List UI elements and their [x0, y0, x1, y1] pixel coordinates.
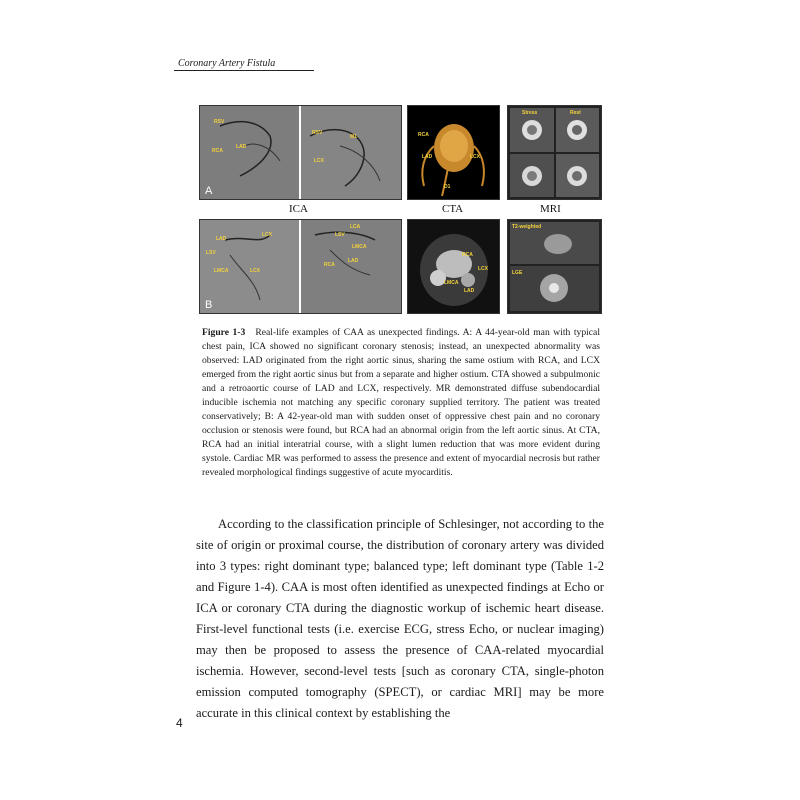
tag-lad: LAD: [464, 288, 475, 294]
tag-rca: RCA: [324, 262, 335, 268]
tag-lad: LAD: [422, 154, 433, 160]
tag-m1: M1: [350, 134, 357, 140]
tag-lmca: LMCA: [214, 268, 229, 274]
body-paragraph: According to the classification principle of Schlesinger, not according to the site of origin or proximal course, the distribution of coronary artery was divided into 3 types: right dominant type; balanced type; left dominant type (Table 1-2 and Figure 1-4). CAA is most often identified as unexpected findings at Echo or ICA or coronary CTA during the diagnostic workup of ischemic heart disease. First-level functional tests (i.e. exercise ECG, stress Echo, or nuclear imaging) may then be proposed to assess the presence of CAA-related myocardial ischemia. However, second-level tests [such as coronary CTA, single-photon emission computed tomography (SPECT), or cardiac MRI] may be more accurate in this clinical context by establishing the: [196, 517, 604, 720]
tag-rsv: RSV: [312, 130, 323, 136]
panel-letter-a: A: [205, 185, 213, 197]
panel-letter-b: B: [205, 299, 213, 311]
tag-lge: LGE: [512, 270, 523, 276]
tag-lmca: LMCA: [444, 280, 459, 286]
figure-panel-a-cta: [407, 105, 500, 200]
tag-lcx: LCX: [314, 158, 324, 164]
tag-lcx: LCX: [250, 268, 260, 274]
page-number: 4: [176, 716, 183, 730]
tag-lcx: LCX: [470, 154, 480, 160]
figure-panel-a-mri: [507, 105, 602, 200]
tag-lcx: LCX: [478, 266, 488, 272]
running-header: Coronary Artery Fistula: [178, 58, 276, 69]
tag-stress: Stress: [522, 110, 538, 116]
tag-rca: RCA: [212, 148, 223, 154]
figure-panel-b-ica: [199, 219, 402, 314]
tag-lsv: LSV: [206, 250, 216, 256]
figure-panel-b-cta: [407, 219, 500, 314]
tag-lcx: LCX: [262, 232, 272, 238]
column-label-ica: ICA: [289, 203, 308, 215]
figure-caption: [202, 326, 600, 480]
header-rule: [174, 70, 314, 71]
tag-lca: LCA: [350, 224, 361, 230]
tag-lad: LAD: [236, 144, 247, 150]
figure-caption-text: Real-life examples of CAA as unexpected findings. A: A 44-year-old man with typical chest pain, ICA showed no significant coronary stenosis; instead, an unexpected abnormality was observed: LAD originated from the right aortic sinus, sharing the same ostium with RCA, and LCX emerged from the right aortic sinus but from a separate and higher ostium. CTA showed a subpulmonic and a retroaortic course of LAD and LCX, respectively. MR demonstrated diffuse subendocardial inducible ischemia not matching any specific coronary supplied territory. The patient was treated conservatively; B: A 42-year-old man with sudden onset of oppressive chest pain and no coronary occlusion or stenosis were found, but RCA had an abnormal origin from the left aortic sinus. At CTA, RCA had an initial interatrial course, with a slight lumen reduction that was more evident during systole. Cardiac MR was performed to assess the presence and extent of myocardial necrosis but rather revealed morphological findings suggestive of acute myocarditis.: [202, 327, 600, 478]
tag-lmca: LMCA: [352, 244, 367, 250]
tag-d1: D1: [444, 184, 451, 190]
figure-caption-label: Figure 1-3: [202, 327, 246, 338]
tag-rest: Rest: [570, 110, 581, 116]
tag-lad: LAD: [348, 258, 359, 264]
tag-lad: LAD: [216, 236, 227, 242]
figure-panel-b-mri: [507, 219, 602, 314]
column-label-cta: CTA: [442, 203, 464, 215]
tag-rca: RCA: [418, 132, 429, 138]
column-label-mri: MRI: [540, 203, 561, 215]
tag-rca: RCA: [462, 252, 473, 258]
tag-lsv: LSV: [335, 232, 345, 238]
tag-t2-weighted: T2-weighted: [512, 224, 542, 230]
figure-panel-a-ica: [199, 105, 402, 200]
tag-rsv: RSV: [214, 119, 225, 125]
